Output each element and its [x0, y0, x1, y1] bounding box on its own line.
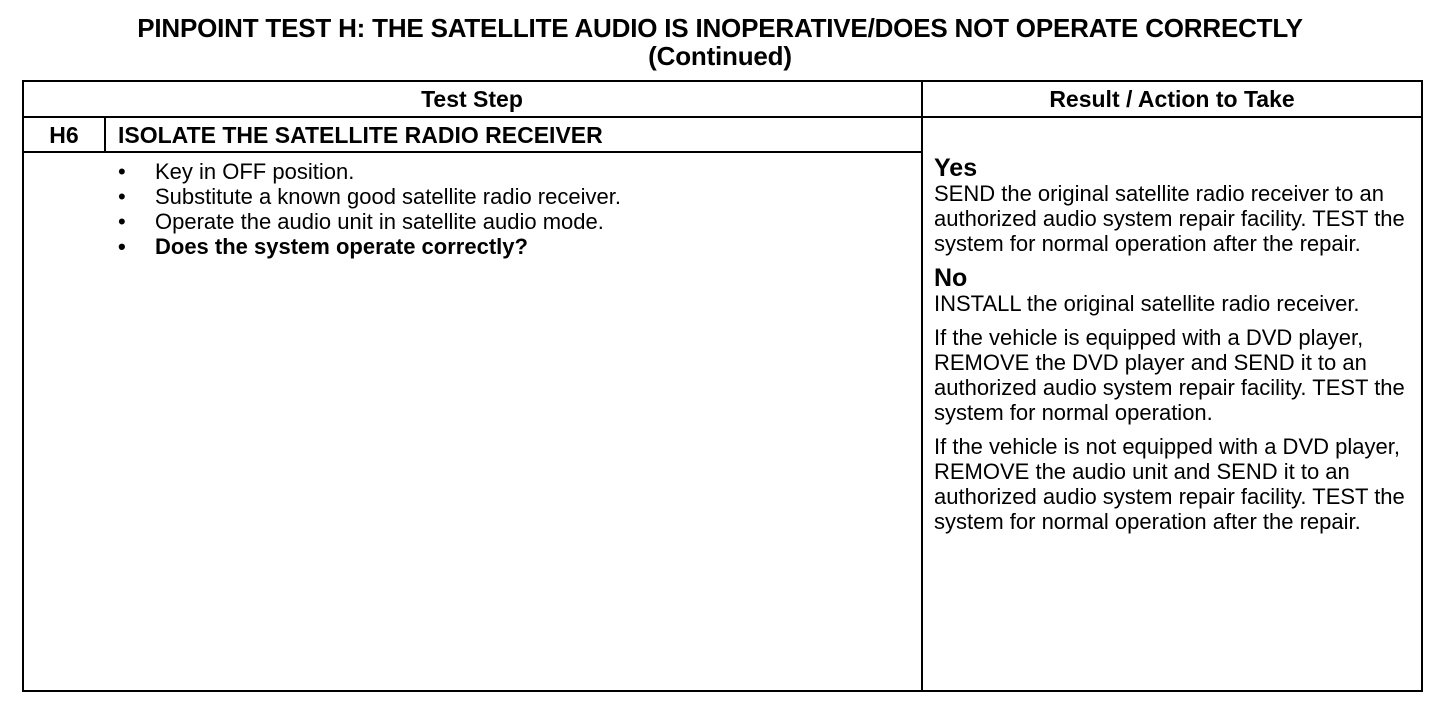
- column-divider: [921, 81, 923, 691]
- instruction-text: Key in OFF position.: [155, 159, 355, 184]
- instruction-text: Substitute a known good satellite radio receiver.: [155, 184, 621, 209]
- header-divider: [23, 116, 1422, 118]
- list-item: [114, 234, 621, 259]
- list-item: [114, 184, 621, 209]
- step-instructions: [114, 159, 621, 259]
- result-no-text: INSTALL the original satellite radio receiver.: [934, 291, 1360, 316]
- result-dvd-not-equipped-text: If the vehicle is not equipped with a DVD player, REMOVE the audio unit and SEND it to an authorized audio system repair facility. TEST the system for normal operation after the repair.: [934, 434, 1405, 534]
- header-test-step: Test Step: [421, 86, 523, 112]
- title-line-main: PINPOINT TEST H: THE SATELLITE AUDIO IS INOPERATIVE/DOES NOT OPERATE CORRECTLY: [137, 13, 1303, 43]
- bullet-icon: •: [118, 159, 126, 184]
- bullet-icon: •: [118, 234, 126, 259]
- step-title-divider: [23, 151, 922, 153]
- header-result-action: Result / Action to Take: [1049, 86, 1295, 112]
- title-line-continued: (Continued): [648, 41, 792, 71]
- step-id-divider: [104, 117, 106, 152]
- result-yes-label: Yes: [934, 154, 978, 182]
- result-dvd-equipped-text: If the vehicle is equipped with a DVD player, REMOVE the DVD player and SEND it to an authorized audio system repair facility. TEST the system for normal operation.: [934, 325, 1405, 425]
- instruction-text: Operate the audio unit in satellite audio mode.: [155, 209, 604, 234]
- list-item: [114, 159, 621, 184]
- list-item: [114, 209, 621, 234]
- page-title: [0, 14, 1440, 70]
- result-no-label: No: [934, 264, 968, 292]
- result-action-cell: [934, 155, 1420, 534]
- instruction-question: Does the system operate correctly?: [155, 234, 528, 259]
- step-title: ISOLATE THE SATELLITE RADIO RECEIVER: [118, 122, 603, 148]
- bullet-icon: •: [118, 209, 126, 234]
- step-id: H6: [49, 122, 79, 148]
- bullet-icon: •: [118, 184, 126, 209]
- result-yes-text: SEND the original satellite radio receiver to an authorized audio system repair facility. TEST the system for normal operation after the repair.: [934, 181, 1405, 256]
